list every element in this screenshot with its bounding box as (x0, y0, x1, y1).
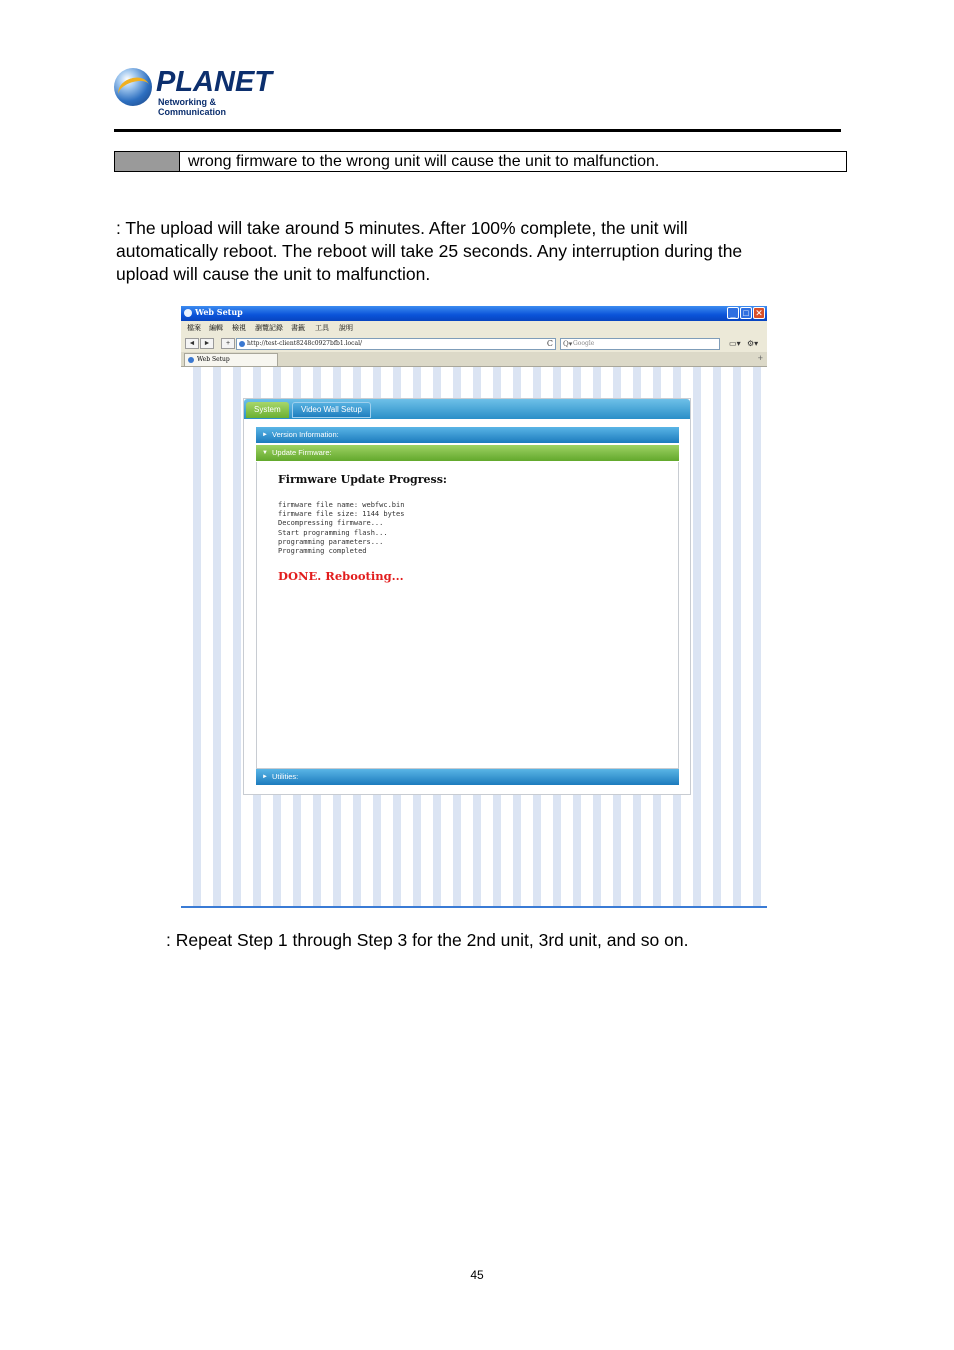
log-line: Decompressing firmware... (278, 519, 384, 528)
globe-icon (188, 357, 194, 363)
tab-web-setup[interactable] (184, 353, 278, 366)
setup-panel (243, 398, 691, 795)
logo-wordmark: PLANET (156, 66, 272, 98)
paragraph-line: automatically reboot. The reboot will take 25 seconds. Any interruption during the (116, 241, 743, 261)
maximize-button[interactable]: □ (740, 307, 752, 319)
log-line: firmware file size: 1144 bytes (278, 510, 405, 519)
close-button[interactable]: ✕ (753, 307, 765, 319)
panel-tabs-bar (244, 399, 690, 419)
browser-screenshot (181, 306, 767, 908)
search-input[interactable] (560, 338, 720, 350)
window-titlebar (181, 306, 767, 321)
note-label-cell (115, 152, 180, 171)
tab-title: Web Setup (197, 356, 230, 363)
gear-icon[interactable]: ⚙▾ (747, 339, 759, 348)
page-menu-icon[interactable]: ▭▾ (729, 339, 741, 348)
forward-button[interactable]: ► (200, 338, 214, 349)
arrow-down-icon: ▼ (262, 450, 268, 456)
new-tab-button[interactable]: + (757, 353, 763, 363)
firmware-log (278, 501, 404, 556)
section-version-information[interactable] (256, 427, 679, 443)
reboot-status: DONE. Rebooting... (278, 569, 404, 583)
section-label: Version Information: (272, 430, 339, 439)
section-utilities[interactable] (256, 769, 679, 785)
logo-tagline: Networking & Communication (158, 97, 227, 117)
globe-icon (239, 341, 245, 347)
arrow-right-icon: ► (262, 774, 268, 780)
note-text: wrong firmware to the wrong unit will cause the unit to malfunction. (188, 153, 660, 170)
firmware-progress-title: Firmware Update Progress: (278, 473, 447, 486)
minimize-button[interactable]: _ (727, 307, 739, 319)
add-button[interactable]: + (221, 338, 235, 349)
navigation-bar (181, 336, 767, 352)
arrow-right-icon: ► (262, 432, 268, 438)
back-button[interactable]: ◄ (185, 338, 199, 349)
menu-file[interactable]: 檔案 (187, 324, 201, 332)
section-label: Update Firmware: (272, 448, 332, 457)
menu-view[interactable]: 檢視 (232, 324, 246, 332)
log-line: programming parameters... (278, 537, 384, 546)
firefox-icon (184, 309, 192, 317)
upload-paragraph (116, 217, 836, 286)
firmware-progress-area (256, 462, 679, 769)
menu-bookmarks[interactable]: 書籤 (291, 324, 305, 332)
window-title: Web Setup (195, 307, 243, 317)
menu-edit[interactable]: 編輯 (209, 324, 223, 332)
tab-video-wall-setup[interactable]: Video Wall Setup (292, 402, 371, 418)
menu-tools[interactable]: 工具 (315, 324, 329, 332)
note-row (114, 151, 847, 172)
page-content (181, 367, 767, 906)
section-label: Utilities: (272, 772, 299, 781)
tab-system[interactable]: System (246, 402, 289, 418)
log-line: Start programming flash... (278, 528, 388, 537)
url-bar[interactable] (236, 338, 556, 350)
log-line: firmware file name: webfwc.bin (278, 501, 405, 509)
log-line: Programming completed (278, 547, 367, 556)
menu-history[interactable]: 瀏覽記錄 (255, 324, 283, 332)
menu-help[interactable]: 說明 (339, 324, 353, 332)
repeat-paragraph: : Repeat Step 1 through Step 3 for the 2nd unit, 3rd unit, and so on. (166, 930, 689, 950)
planet-logo (114, 66, 274, 117)
search-placeholder: Google (573, 340, 595, 347)
section-update-firmware[interactable] (256, 445, 679, 461)
header-rule (114, 129, 841, 132)
reload-icon[interactable]: C (546, 339, 553, 348)
paragraph-line: upload will cause the unit to malfunction. (116, 264, 431, 284)
tab-strip (181, 352, 767, 367)
paragraph-line: : The upload will take around 5 minutes. After 100% complete, the unit will (116, 218, 688, 238)
search-icon: Q▾ (563, 340, 573, 348)
page-number: 45 (470, 1268, 484, 1282)
menu-bar (181, 321, 767, 336)
url-text: http://test-client8248c0927bfb1.local/ (247, 340, 363, 347)
